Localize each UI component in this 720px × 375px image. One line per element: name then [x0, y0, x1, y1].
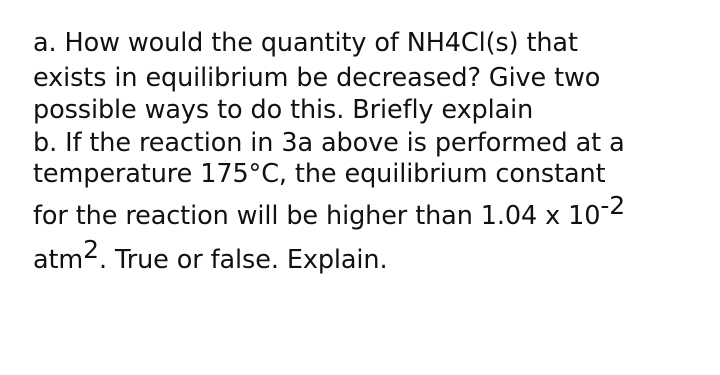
- question-line-7: [33, 235, 388, 275]
- question-line-6: [33, 191, 626, 231]
- question-line-5: temperature 175°C, the equilibrium constant: [33, 159, 606, 189]
- true-false-prompt: . True or false. Explain.: [98, 245, 388, 275]
- equilibrium-constant-text: for the reaction will be higher than 1.04 x 10: [33, 201, 601, 231]
- question-line-3: possible ways to do this. Briefly explain: [33, 95, 534, 125]
- exponent-superscript: -2: [600, 191, 626, 220]
- question-line-1: a. How would the quantity of NH4Cl(s) that: [33, 28, 578, 58]
- question-line-2: exists in equilibrium be decreased? Give two: [33, 63, 601, 93]
- question-line-4: b. If the reaction in 3a above is performed at a: [33, 128, 625, 158]
- unit-exponent-superscript: 2: [83, 235, 99, 264]
- unit-text: atm: [33, 245, 84, 275]
